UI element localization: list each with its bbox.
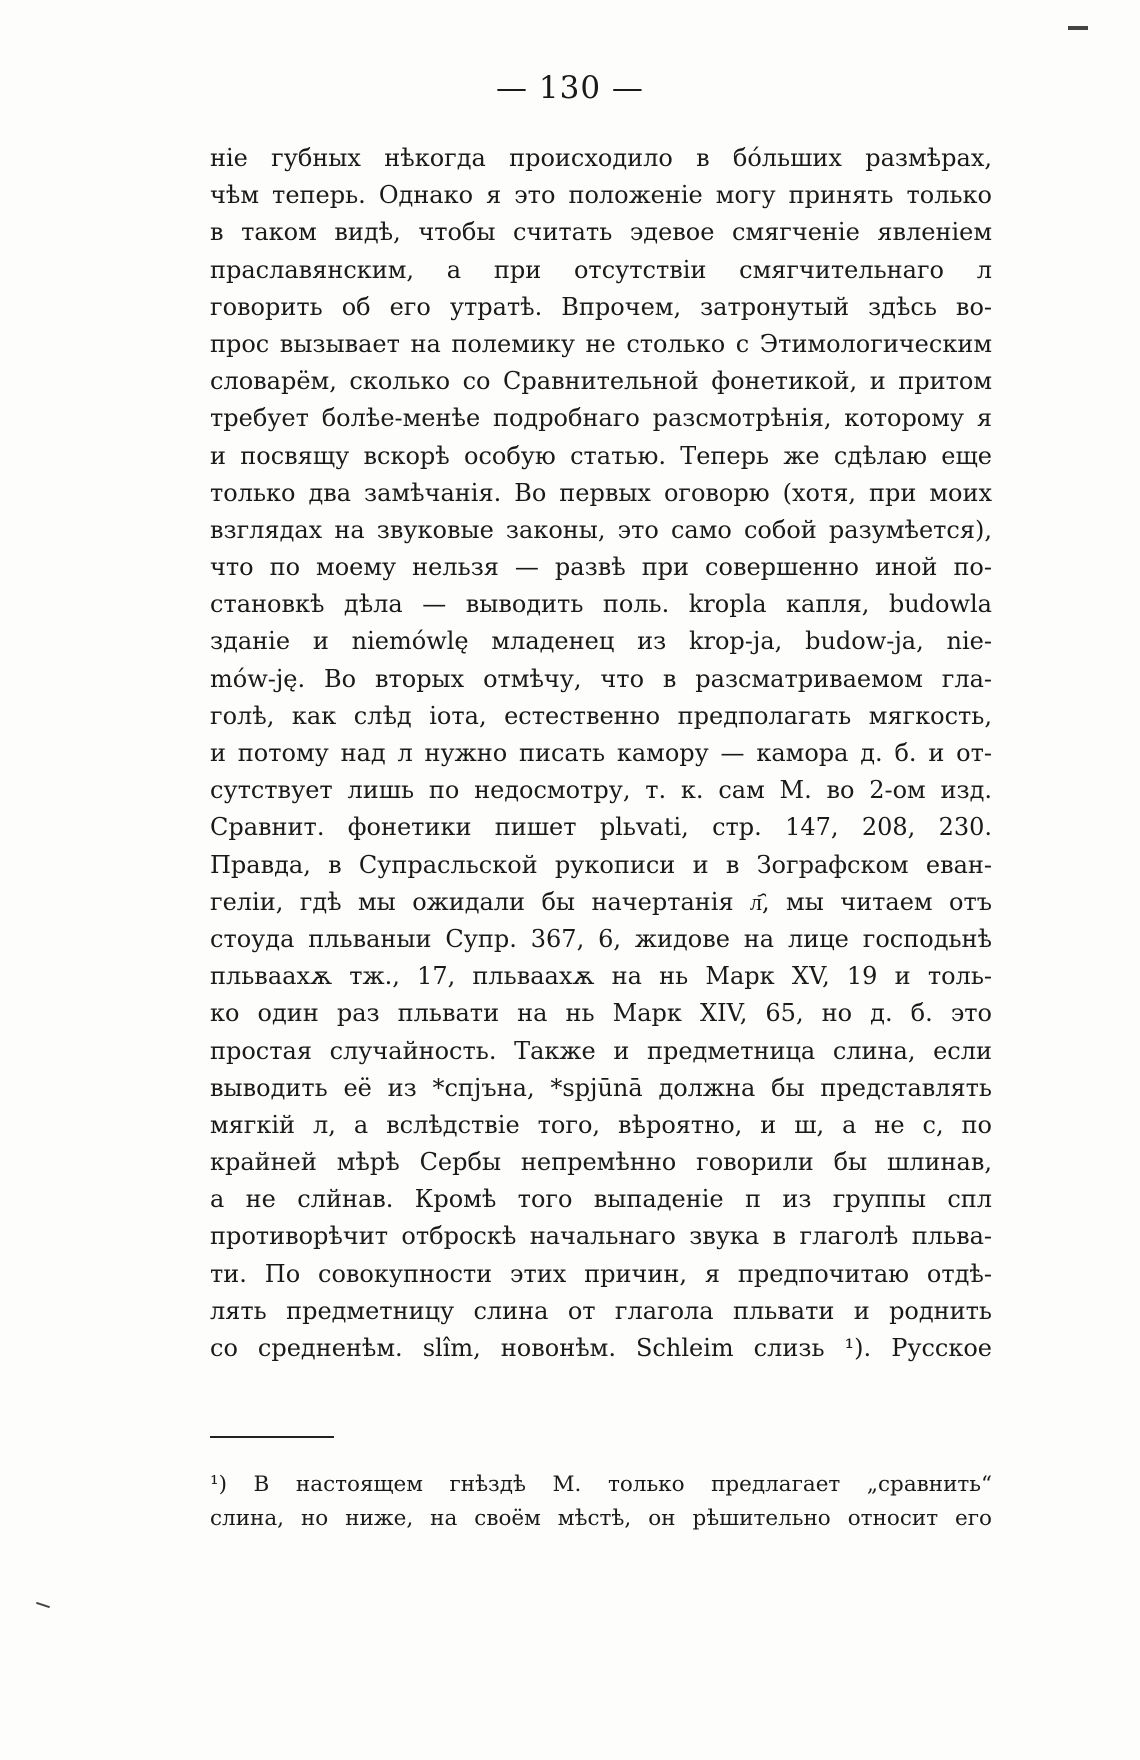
text-line: простая случайность. Также и предметница слина, если — [210, 1036, 992, 1065]
text-line: пльваахѫ тж., 17, пльваахѫ на нь Марк XV, 19 и толь- — [210, 962, 992, 991]
text-line: мягкій л, а вслѣдствіе того, вѣроятно, и ш, а не с, по — [210, 1110, 992, 1139]
text-line: ко один раз пльвати на нь Марк XIV, 65, но д. б. это — [210, 999, 992, 1028]
text-line: лять предметницу слина от глагола пльвати и роднить — [210, 1296, 992, 1325]
text-line: только два замѣчанія. Во первых оговорю (хотя, при моих — [210, 478, 992, 507]
text-line: говорить об его утратѣ. Впрочем, затронутый здѣсь во- — [210, 292, 992, 321]
footnote-line: слина, но ниже, на своём мѣстѣ, он рѣшительно относит его — [210, 1506, 992, 1531]
text-line: геліи, гдѣ мы ожидали бы начертанія л҄, мы читаем отъ — [210, 887, 992, 916]
text-line: сутствует лишь по недосмотру, т. к. сам М. во 2-ом изд. — [210, 776, 992, 805]
text-line: что по моему нельзя — развѣ при совершенно иной по- — [210, 553, 992, 582]
text-line: и посвящу вскорѣ особую статью. Теперь же сдѣлаю еще — [210, 441, 992, 470]
page-number: — 130 — — [496, 70, 644, 106]
text-line: ти. По совокупности этих причин, я предпочитаю отдѣ- — [210, 1259, 992, 1288]
scan-speck — [36, 1602, 50, 1608]
text-line: а не слйнав. Кромѣ того выпаденіе п из группы спл — [210, 1185, 992, 1214]
footnote — [210, 1468, 992, 1536]
text-line: требует болѣе-менѣе подробнаго разсмотрѣнія, которому я — [210, 404, 992, 433]
text-line: Правда, в Супрасльской рукописи и в Зографском еван- — [210, 850, 992, 879]
text-line: mów-ję. Во вторых отмѣчу, что в разсматриваемом гла- — [210, 664, 992, 693]
text-line: противорѣчит отброскѣ начальнаго звука в глаголѣ пльва- — [210, 1222, 992, 1251]
text-line: чѣм теперь. Однако я это положеніе могу принять только — [210, 181, 992, 210]
text-line: в таком видѣ, чтобы считать эдевое смягченіе явленіем — [210, 218, 992, 247]
text-line: Сравнит. фонетики пишет plьvati, стр. 147, 208, 230. — [210, 813, 992, 842]
footnote-line: ¹) В настоящем гнѣздѣ М. только предлагает „сравнить“ — [210, 1472, 992, 1497]
text-line: зданіе и niemówlę младенец из krop-ja, budow-ja, nie- — [210, 627, 992, 656]
text-line: крайней мѣрѣ Сербы непремѣнно говорили бы шлинав, — [210, 1148, 992, 1177]
text-line: взглядах на звуковые законы, это само собой разумѣется), — [210, 515, 992, 544]
text-line: со средненѣм. slîm, новонѣм. Schleim слизь ¹). Русское — [210, 1334, 992, 1362]
scan-speck — [1068, 26, 1088, 30]
text-line: и потому над л нужно писать камору — камора д. б. и от- — [210, 739, 992, 767]
text-line: словарём, сколько со Сравнительной фонетикой, и притом — [210, 367, 992, 396]
text-line: выводить её из *спјъна, *spjūnā должна бы представлять — [210, 1073, 992, 1102]
body-text — [210, 140, 992, 1367]
text-line: голѣ, как слѣд іота, естественно предполагать мягкость, — [210, 701, 992, 730]
text-line: праславянским, а при отсутствіи смягчительнаго л — [210, 255, 992, 284]
text-line: прос вызывает на полемику не столько с Этимологическим — [210, 329, 992, 358]
footnote-divider — [210, 1436, 334, 1438]
text-line: ніе губных нѣкогда происходило в бо́льших размѣрах, — [210, 144, 992, 172]
text-line: становкѣ дѣла — выводить поль. kropla капля, budowla — [210, 590, 992, 619]
text-line: стоуда пльваныи Супр. 367, 6, жидове на лице господьнѣ — [210, 924, 992, 953]
